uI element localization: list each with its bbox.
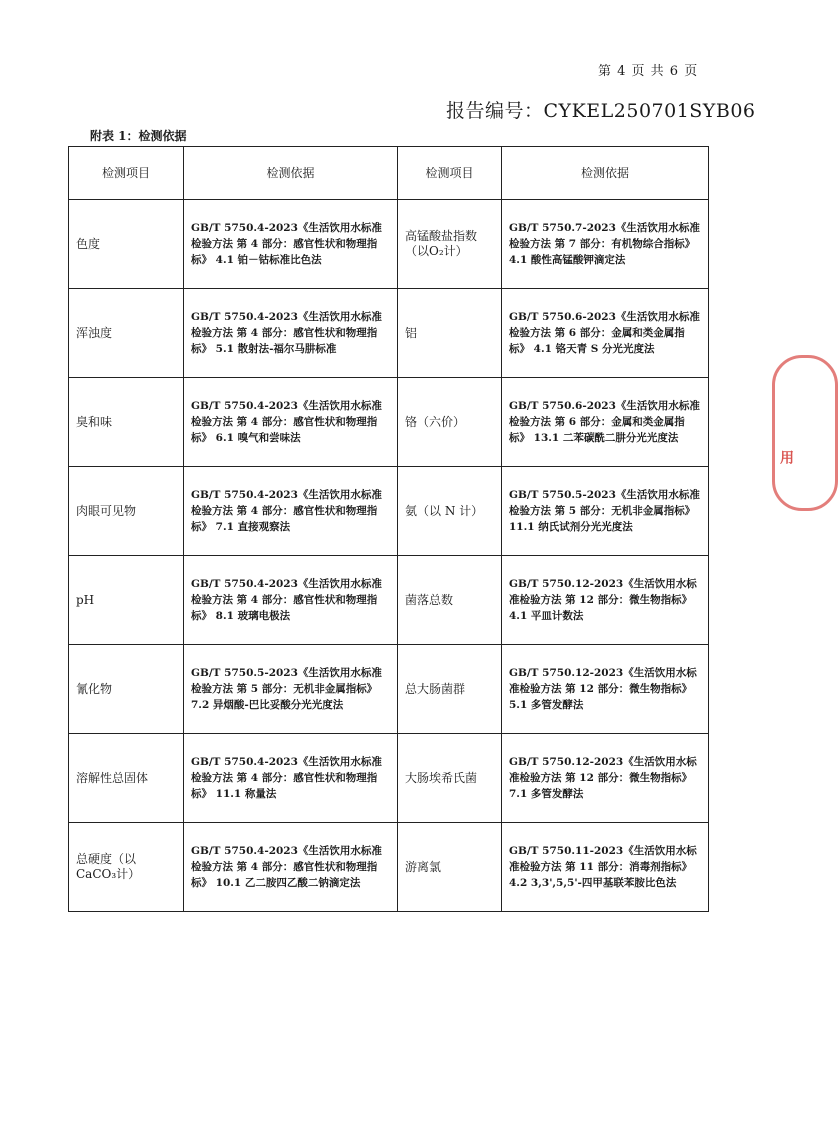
test-item: 游离氯 bbox=[398, 823, 502, 912]
test-item: 浑浊度 bbox=[69, 289, 184, 378]
column-header-basis: 检测依据 bbox=[502, 147, 709, 200]
column-header-item: 检测项目 bbox=[398, 147, 502, 200]
test-item: 总硬度（以 CaCO₃计） bbox=[69, 823, 184, 912]
test-basis: GB/T 5750.4-2023《生活饮用水标准检验方法 第 4 部分：感官性状和物理指标》 11.1 称量法 bbox=[184, 734, 398, 823]
test-item: 氨（以 N 计） bbox=[398, 467, 502, 556]
test-item: pH bbox=[69, 556, 184, 645]
test-basis: GB/T 5750.4-2023《生活饮用水标准检验方法 第 4 部分：感官性状和物理指标》 7.1 直接观察法 bbox=[184, 467, 398, 556]
test-basis: GB/T 5750.4-2023《生活饮用水标准检验方法 第 4 部分：感官性状和物理指标》 6.1 嗅气和尝味法 bbox=[184, 378, 398, 467]
page-indicator: 第 4 页 共 6 页 bbox=[598, 64, 699, 79]
test-basis: GB/T 5750.12-2023《生活饮用水标准检验方法 第 12 部分：微生物指标》 4.1 平皿计数法 bbox=[502, 556, 709, 645]
test-item: 肉眼可见物 bbox=[69, 467, 184, 556]
test-item: 菌落总数 bbox=[398, 556, 502, 645]
test-basis: GB/T 5750.11-2023《生活饮用水标准检验方法 第 11 部分：消毒剂指标》 4.2 3,3',5,5'-四甲基联苯胺比色法 bbox=[502, 823, 709, 912]
test-basis: GB/T 5750.4-2023《生活饮用水标准检验方法 第 4 部分：感官性状和物理指标》 5.1 散射法-福尔马肼标准 bbox=[184, 289, 398, 378]
test-basis: GB/T 5750.4-2023《生活饮用水标准检验方法 第 4 部分：感官性状和物理指标》 10.1 乙二胺四乙酸二钠滴定法 bbox=[184, 823, 398, 912]
table-row bbox=[69, 378, 709, 467]
basis-table bbox=[68, 146, 709, 912]
table-header-row bbox=[69, 147, 709, 200]
test-basis: GB/T 5750.12-2023《生活饮用水标准检验方法 第 12 部分：微生物指标》 7.1 多管发酵法 bbox=[502, 734, 709, 823]
test-item: 溶解性总固体 bbox=[69, 734, 184, 823]
table-row bbox=[69, 467, 709, 556]
test-basis: GB/T 5750.7-2023《生活饮用水标准检验方法 第 7 部分：有机物综合指标》 4.1 酸性高锰酸钾滴定法 bbox=[502, 200, 709, 289]
test-item: 铬（六价） bbox=[398, 378, 502, 467]
test-item: 高锰酸盐指数（以O₂计） bbox=[398, 200, 502, 289]
table-row bbox=[69, 556, 709, 645]
table-row bbox=[69, 289, 709, 378]
test-item: 氰化物 bbox=[69, 645, 184, 734]
test-basis: GB/T 5750.5-2023《生活饮用水标准检验方法 第 5 部分：无机非金属指标》 7.2 异烟酸-巴比妥酸分光光度法 bbox=[184, 645, 398, 734]
seal-stamp bbox=[772, 355, 794, 505]
test-basis: GB/T 5750.6-2023《生活饮用水标准检验方法 第 6 部分：金属和类金属指标》 4.1 铬天青 S 分光光度法 bbox=[502, 289, 709, 378]
test-basis: GB/T 5750.4-2023《生活饮用水标准检验方法 第 4 部分：感官性状和物理指标》 4.1 铂－钴标准比色法 bbox=[184, 200, 398, 289]
test-basis: GB/T 5750.4-2023《生活饮用水标准检验方法 第 4 部分：感官性状和物理指标》 8.1 玻璃电极法 bbox=[184, 556, 398, 645]
column-header-basis: 检测依据 bbox=[184, 147, 398, 200]
column-header-item: 检测项目 bbox=[69, 147, 184, 200]
appendix-title: 附表 1：检测依据 bbox=[90, 129, 187, 143]
table-row bbox=[69, 200, 709, 289]
test-item: 大肠埃希氏菌 bbox=[398, 734, 502, 823]
test-item: 色度 bbox=[69, 200, 184, 289]
table-row bbox=[69, 734, 709, 823]
table-row bbox=[69, 823, 709, 912]
test-basis: GB/T 5750.5-2023《生活饮用水标准检验方法 第 5 部分：无机非金属指标》 11.1 纳氏试剂分光光度法 bbox=[502, 467, 709, 556]
seal-ring bbox=[772, 355, 838, 511]
seal-text: 用 bbox=[778, 450, 794, 464]
test-item: 总大肠菌群 bbox=[398, 645, 502, 734]
table-row bbox=[69, 645, 709, 734]
test-basis: GB/T 5750.6-2023《生活饮用水标准检验方法 第 6 部分：金属和类金属指标》 13.1 二苯碳酰二肼分光光度法 bbox=[502, 378, 709, 467]
test-basis: GB/T 5750.12-2023《生活饮用水标准检验方法 第 12 部分：微生物指标》 5.1 多管发酵法 bbox=[502, 645, 709, 734]
test-item: 铝 bbox=[398, 289, 502, 378]
test-item: 臭和味 bbox=[69, 378, 184, 467]
report-number: 报告编号：CYKEL250701SYB06 bbox=[446, 100, 756, 122]
